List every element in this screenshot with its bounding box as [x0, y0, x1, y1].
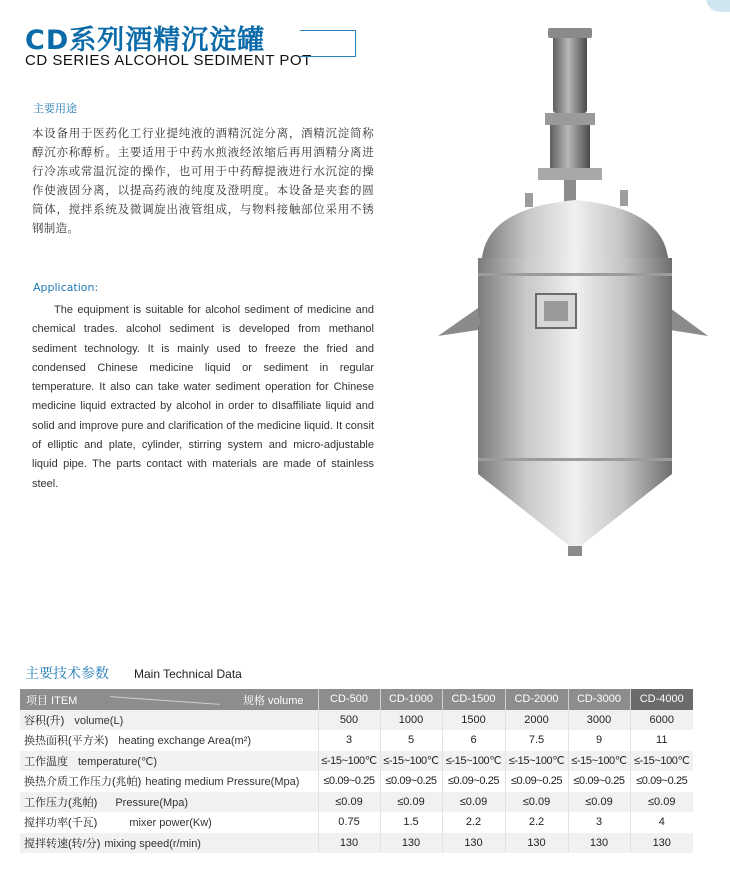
table-cell: ≤-15~100℃	[505, 751, 568, 772]
row-label-cn: 搅拌转速(转/分)	[24, 837, 101, 850]
row-label	[20, 710, 318, 731]
row-label	[20, 771, 318, 792]
corner-decoration	[706, 0, 730, 12]
table-row	[20, 710, 693, 731]
header-diagonal	[110, 696, 220, 705]
table-cell: 130	[630, 833, 693, 854]
table-cell: 3	[318, 730, 380, 751]
table-row	[20, 833, 693, 854]
table-cell: 3	[568, 812, 630, 833]
table-cell: 130	[318, 833, 380, 854]
model-header: CD-500	[318, 689, 380, 710]
table-cell: 1500	[442, 710, 505, 731]
row-label-en: heating exchange Area(m²)	[118, 735, 252, 748]
table-cell: ≤0.09~0.25	[318, 771, 380, 792]
table-cell: 500	[318, 710, 380, 731]
table-cell: ≤-15~100℃	[630, 751, 693, 772]
table-cell: ≤-15~100℃	[568, 751, 630, 772]
row-label-cn: 容积(升)	[24, 714, 65, 727]
table-cell: 2.2	[442, 812, 505, 833]
row-label-en: temperature(℃)	[78, 755, 157, 768]
spec-header-item-volume	[20, 689, 318, 710]
table-cell: 0.75	[318, 812, 380, 833]
usage-heading: 主要用途	[33, 102, 77, 115]
table-row	[20, 730, 693, 751]
spec-header-row	[20, 689, 693, 710]
table-cell: 130	[568, 833, 630, 854]
table-cell: 1.5	[380, 812, 442, 833]
row-label-en: mixing speed(r/min)	[104, 837, 201, 850]
table-cell: 130	[380, 833, 442, 854]
row-label-en: volume(L)	[74, 714, 124, 727]
application-heading: Application:	[33, 281, 99, 294]
title-bracket-decoration	[300, 30, 356, 57]
table-row	[20, 771, 693, 792]
header-item-label: 项目 ITEM	[26, 695, 78, 707]
row-label	[20, 751, 318, 772]
model-header: CD-3000	[568, 689, 630, 710]
page-title-en: CD SERIES ALCOHOL SEDIMENT POT	[25, 52, 312, 69]
table-cell: 7.5	[505, 730, 568, 751]
table-cell: 4	[630, 812, 693, 833]
row-label-cn: 搅拌功率(千瓦)	[24, 817, 98, 830]
table-cell: ≤-15~100℃	[380, 751, 442, 772]
spec-table-title-en: Main Technical Data	[134, 667, 242, 681]
table-cell: 6	[442, 730, 505, 751]
table-cell: ≤0.09~0.25	[568, 771, 630, 792]
application-paragraph: The equipment is suitable for alcohol sediment of medicine and chemical trades. alcohol sediment is developed from methanol sediment technology. It is mainly used to freeze the fried and condensed Chinese medicine liquid or sediment in regular temperature. It also can take water sediment operation for Chinese medicine liquid extracted by alcohol in order to dIsaffiliate liquid and solid and improve pure and clarification of the medicine liquid. It consit of elliptic and plate, cylinder, stirring system and micro-adjustable liquid pipe. The parts contact with materials are made of stainless steel.	[32, 304, 374, 490]
row-label	[20, 792, 318, 813]
table-cell: ≤0.09	[442, 792, 505, 813]
table-cell: 1000	[380, 710, 442, 731]
model-header: CD-4000	[630, 689, 693, 710]
spec-table	[20, 689, 693, 853]
table-cell: 9	[568, 730, 630, 751]
table-cell: ≤0.09~0.25	[505, 771, 568, 792]
table-cell: 11	[630, 730, 693, 751]
table-cell: 2000	[505, 710, 568, 731]
row-label-cn: 换热介质工作压力(兆帕)	[24, 776, 142, 789]
row-label-cn: 工作压力(兆帕)	[24, 796, 98, 809]
table-cell: ≤0.09	[630, 792, 693, 813]
row-label	[20, 833, 318, 854]
table-cell: ≤-15~100℃	[318, 751, 380, 772]
row-label-cn: 换热面积(平方米)	[24, 735, 109, 748]
table-cell: 5	[380, 730, 442, 751]
table-row	[20, 751, 693, 772]
row-label-en: Pressure(Mpa)	[115, 796, 189, 809]
table-row	[20, 812, 693, 833]
table-cell: ≤0.09~0.25	[442, 771, 505, 792]
model-header: CD-1000	[380, 689, 442, 710]
row-label	[20, 730, 318, 751]
table-cell: ≤0.09	[380, 792, 442, 813]
table-cell: ≤0.09	[318, 792, 380, 813]
row-label	[20, 812, 318, 833]
table-cell: 3000	[568, 710, 630, 731]
header-spec-label: 规格 volume	[242, 695, 304, 707]
table-cell: 6000	[630, 710, 693, 731]
table-cell: 130	[442, 833, 505, 854]
table-cell: 2.2	[505, 812, 568, 833]
page-title-cn: CD系列酒精沉淀罐	[25, 25, 266, 56]
model-header: CD-1500	[442, 689, 505, 710]
row-label-cn: 工作温度	[24, 755, 68, 768]
row-label-en: heating medium Pressure(Mpa)	[145, 776, 300, 789]
table-cell: ≤0.09~0.25	[630, 771, 693, 792]
usage-paragraph: 本设备用于医药化工行业提纯液的酒精沉淀分离，酒精沉淀简称醇沉亦称醇析。主要适用于中药水煎液经浓缩后再用酒精分离进行冷冻或常温沉淀的操作，也可用于中药醇提液进行水沉淀的操作使液固分离，以提高药液的纯度及澄明度。本设备是夹套的圆筒体，搅拌系统及微调旋出液管组成，与物料接触部位采用不锈钢制造。	[32, 126, 374, 235]
table-row	[20, 792, 693, 813]
model-header: CD-2000	[505, 689, 568, 710]
table-cell: 130	[505, 833, 568, 854]
spec-table-title-cn: 主要技术参数	[25, 666, 109, 682]
table-cell: ≤0.09	[505, 792, 568, 813]
table-cell: ≤0.09	[568, 792, 630, 813]
sediment-pot-image	[430, 18, 720, 563]
table-cell: ≤-15~100℃	[442, 751, 505, 772]
table-cell: ≤0.09~0.25	[380, 771, 442, 792]
row-label-en: mixer power(Kw)	[129, 817, 212, 830]
